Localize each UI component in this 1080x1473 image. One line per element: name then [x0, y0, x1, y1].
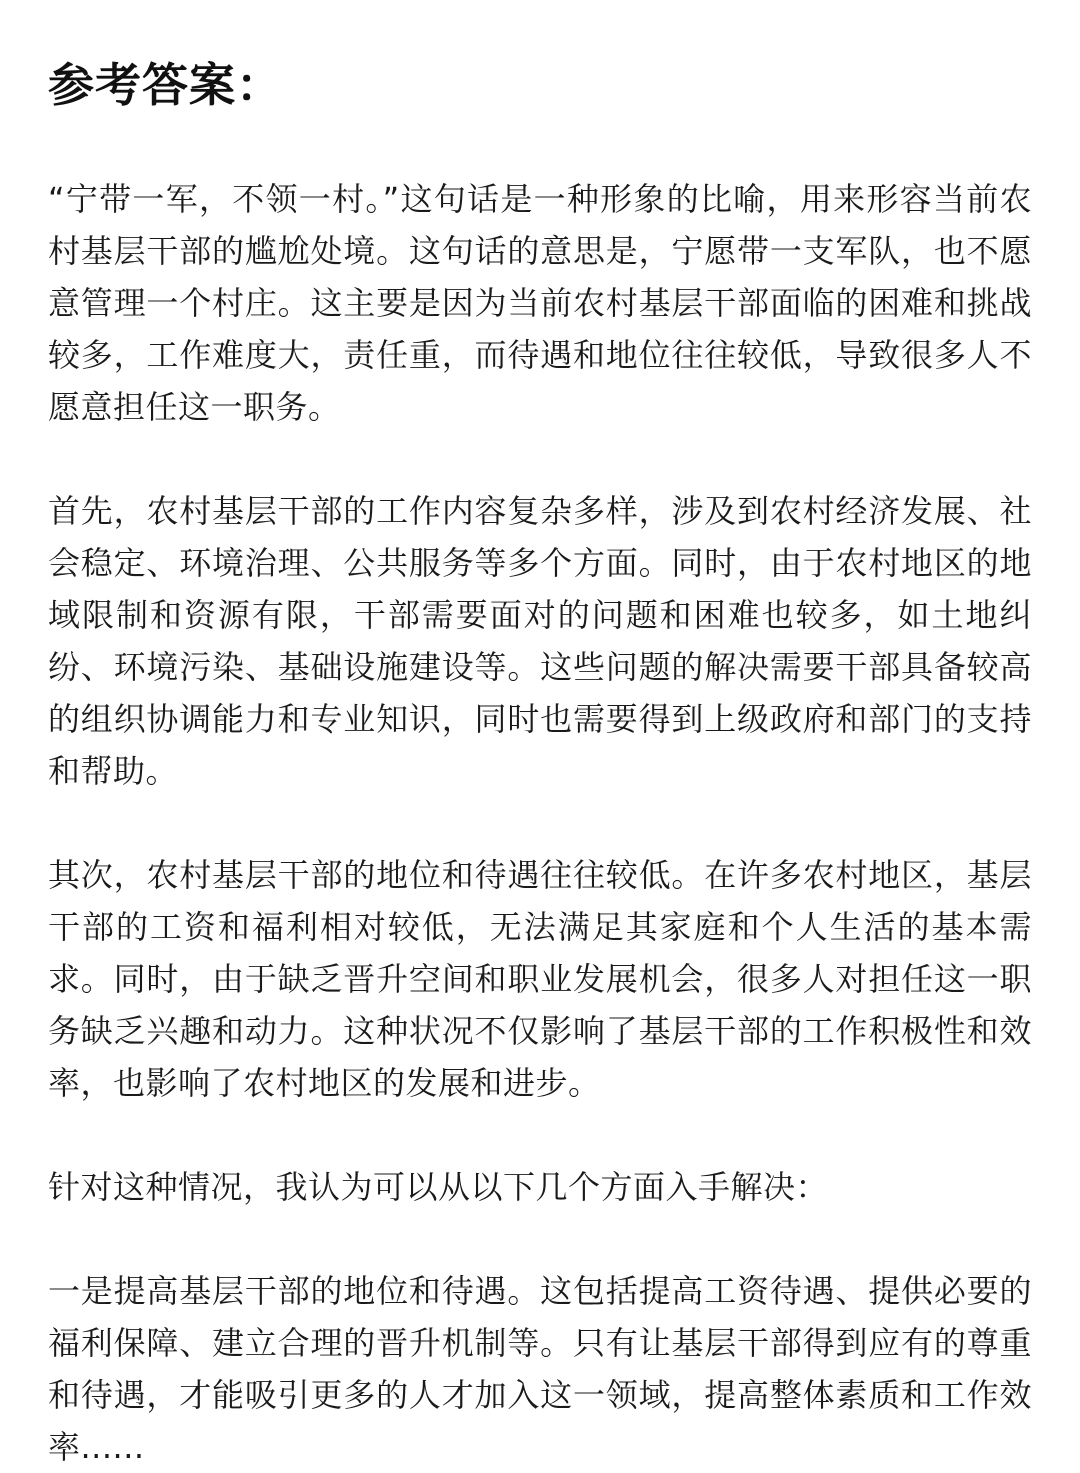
- paragraph-second-point: 其次，农村基层干部的地位和待遇往往较低。在许多农村地区，基层干部的工资和福利相对较低，无法满足其家庭和个人生活的基本需求。同时，由于缺乏晋升空间和职业发展机会，很多人对担任这一职务缺乏兴趣和动力。这种状况不仅影响了基层干部的工作积极性和效率，也影响了农村地区的发展和进步。: [48, 856, 1032, 1103]
- paragraph-intro: “宁带一军，不领一村。”这句话是一种形象的比喻，用来形容当前农村基层干部的尴尬处境。这句话的意思是，宁愿带一支军队，也不愿意管理一个村庄。这主要是因为当前农村基层干部面临的困难和挑战较多，工作难度大，责任重，而待遇和地位往往较低，导致很多人不愿意担任这一职务。: [48, 180, 1032, 427]
- paragraph-solutions-intro: 针对这种情况，我认为可以从以下几个方面入手解决：: [48, 1168, 829, 1207]
- page-title: 参考答案：: [48, 58, 283, 112]
- paragraph-solution-one: 一是提高基层干部的地位和待遇。这包括提高工资待遇、提供必要的福利保障、建立合理的晋升机制等。只有让基层干部得到应有的尊重和待遇，才能吸引更多的人才加入这一领域，提高整体素质和工作效率......: [48, 1272, 1032, 1467]
- paragraph-first-point: 首先，农村基层干部的工作内容复杂多样，涉及到农村经济发展、社会稳定、环境治理、公共服务等多个方面。同时，由于农村地区的地域限制和资源有限，干部需要面对的问题和困难也较多，如土地纠纷、环境污染、基础设施建设等。这些问题的解决需要干部具备较高的组织协调能力和专业知识，同时也需要得到上级政府和部门的支持和帮助。: [48, 492, 1032, 791]
